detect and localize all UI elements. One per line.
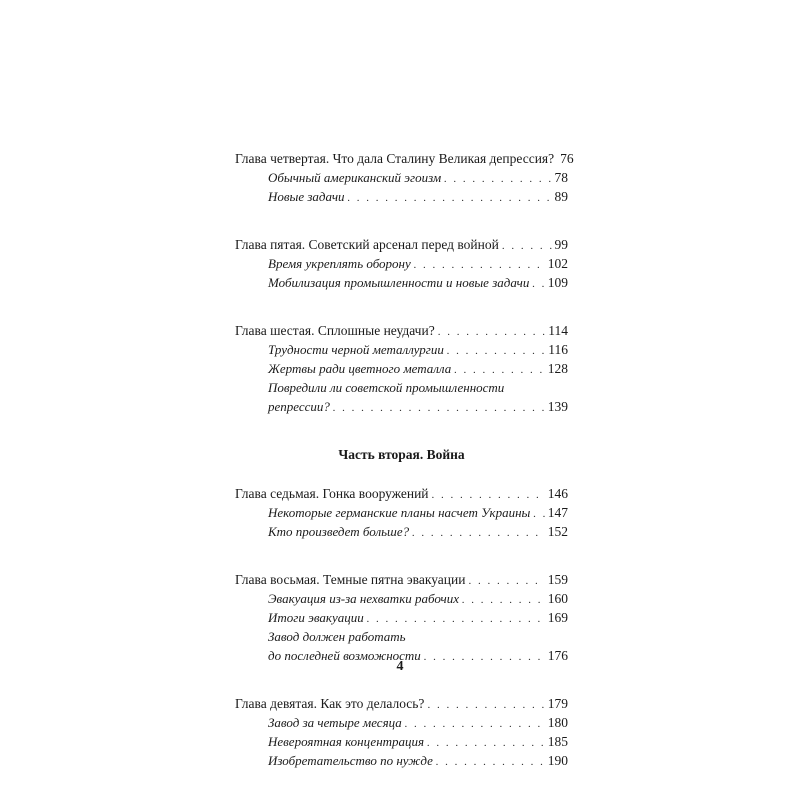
page-number: 160 [547,591,568,606]
page-number: 152 [547,524,568,539]
section-entry[interactable] [235,187,568,206]
section-entry[interactable] [235,273,568,292]
section-title: Некоторые германские планы насчет Украины [268,505,531,520]
section-entry[interactable] [235,254,568,273]
page-number: 146 [547,486,568,501]
page-number: 179 [547,696,568,711]
chapter-entry[interactable] [235,694,568,713]
chapter-6 [235,321,568,416]
dot-leader [405,715,545,734]
section-title: Завод за четыре месяца [268,715,402,730]
dot-leader [462,591,545,610]
page-number: 114 [548,323,568,338]
section-title: Жертвы ради цветного металла [268,361,452,376]
dot-leader [533,505,544,524]
chapter-title: Глава седьмая. Гонка вооружений [235,486,429,501]
section-title: Время укреплять оборону [268,256,411,271]
section-title: Трудности черной металлургии [268,342,444,357]
section-title-line-2: до последней возможности [268,648,421,663]
page-number: 99 [554,237,568,252]
dot-leader [348,189,552,208]
page-number: 102 [547,256,568,271]
page-number: 180 [547,715,568,730]
section-entry[interactable] [235,397,568,416]
chapter-title: Глава девятая. Как это делалось? [235,696,425,711]
chapter-title: Глава четвертая. Что дала Сталину Великая депрессия? [235,151,555,166]
page-number: 139 [547,399,568,414]
section-title: Эвакуация из-за нехватки рабочих [268,591,460,606]
section-title: Новые задачи [268,189,345,204]
page-number: 78 [554,170,568,185]
dot-leader [468,572,544,591]
section-entry[interactable] [235,732,568,751]
page-number: 185 [547,734,568,749]
page-number: 109 [547,275,568,290]
section-entry[interactable] [235,751,568,770]
part-heading: Часть вторая. Война [338,447,465,462]
chapter-title: Глава восьмая. Темные пятна эвакуации [235,572,466,587]
page-number: 159 [547,572,568,587]
section-entry[interactable] [235,608,568,627]
dot-leader [333,399,545,418]
page-folio: 4 [396,659,404,674]
page-number: 176 [547,648,568,663]
page-number: 116 [548,342,568,357]
chapter-entry[interactable] [235,321,568,340]
section-title-line-2: репрессии? [268,399,330,414]
page-number: 76 [560,151,574,166]
chapter-8 [235,570,568,665]
dot-leader [436,753,545,772]
section-title-line-1[interactable]: Повредили ли советской промышленности [268,380,505,395]
section-entry[interactable] [235,522,568,541]
dot-leader [412,524,545,543]
section-entry[interactable] [235,359,568,378]
section-title: Кто произведет больше? [268,524,410,539]
chapter-5 [235,235,568,292]
dot-leader [532,275,544,294]
page-number: 147 [547,505,568,520]
dot-leader [444,170,551,189]
dot-leader [447,342,545,361]
section-title: Изобретательство по нужде [268,753,433,768]
page-number: 169 [547,610,568,625]
section-title: Обычный американский эгоизм [268,170,442,185]
page-number: 128 [547,361,568,376]
section-title: Мобилизация промышленности и новые задачи [268,275,530,290]
chapter-9 [235,694,568,770]
chapter-entry[interactable] [235,570,568,589]
dot-leader [427,696,544,715]
section-entry[interactable] [235,589,568,608]
section-entry[interactable] [235,503,568,522]
dot-leader [438,323,546,342]
dot-leader [502,237,552,256]
dot-leader [427,734,545,753]
chapter-title: Глава пятая. Советский арсенал перед войной [235,237,499,252]
section-title: Невероятная концентрация [268,734,425,749]
chapter-entry[interactable] [235,149,574,168]
section-entry[interactable] [235,340,568,359]
chapter-4 [235,149,574,206]
chapter-title: Глава шестая. Сплошные неудачи? [235,323,435,338]
section-entry[interactable] [235,168,568,187]
chapter-entry[interactable] [235,484,568,503]
table-of-contents [235,149,574,799]
chapter-7 [235,484,568,541]
chapter-entry[interactable] [235,235,568,254]
section-entry[interactable] [235,713,568,732]
section-title: Итоги эвакуации [268,610,364,625]
page-number: 190 [547,753,568,768]
section-title-line-1[interactable]: Завод должен работать [268,629,406,644]
page-number: 89 [554,189,568,204]
